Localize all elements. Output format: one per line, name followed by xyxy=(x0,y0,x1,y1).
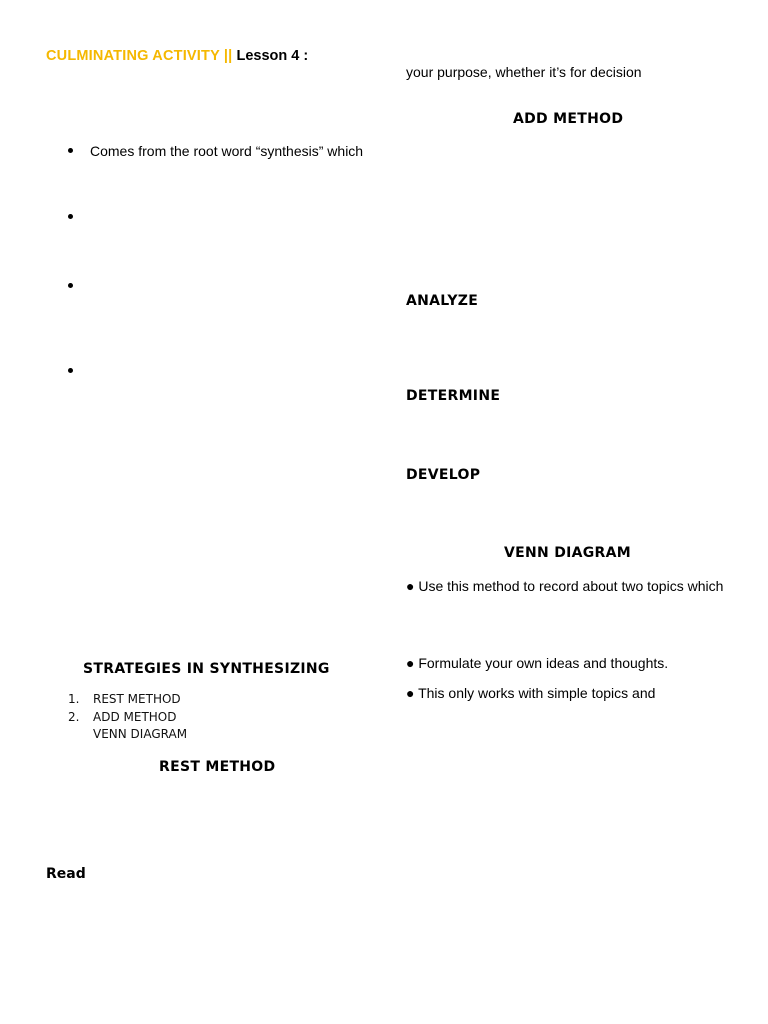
venn-bullet: ● Use this method to record about two topics which xyxy=(406,578,724,594)
venn-bullet: ● Formulate your own ideas and thoughts. xyxy=(406,655,669,671)
add-method-heading: ADD METHOD xyxy=(513,111,624,127)
synthesis-definition-text: Comes from the root word “synthesis” which xyxy=(90,143,364,159)
bullet-point xyxy=(68,148,73,153)
venn-bullet: ● This only works with simple topics and xyxy=(406,685,656,701)
determine-heading: DETERMINE xyxy=(406,388,501,404)
rest-method-heading: REST METHOD xyxy=(159,759,276,775)
culminating-activity-label: CULMINATING ACTIVITY || xyxy=(46,48,233,64)
analyze-heading: ANALYZE xyxy=(406,293,479,309)
strategies-heading: STRATEGIES IN SYNTHESIZING xyxy=(83,661,330,677)
develop-heading: DEVELOP xyxy=(406,467,481,483)
bullet-point-empty xyxy=(68,283,73,288)
bullet-point-empty xyxy=(68,214,73,219)
venn-diagram-heading: VENN DIAGRAM xyxy=(504,545,632,561)
document-header xyxy=(46,48,308,64)
strategies-list: 1. REST METHOD 2. ADD METHOD VENN DIAGRAM xyxy=(68,692,188,741)
purpose-text: your purpose, whether it’s for decision xyxy=(406,64,642,80)
bullet-point-empty xyxy=(68,368,73,373)
read-label: Read xyxy=(46,866,86,882)
lesson-label: Lesson 4 : xyxy=(236,48,309,64)
